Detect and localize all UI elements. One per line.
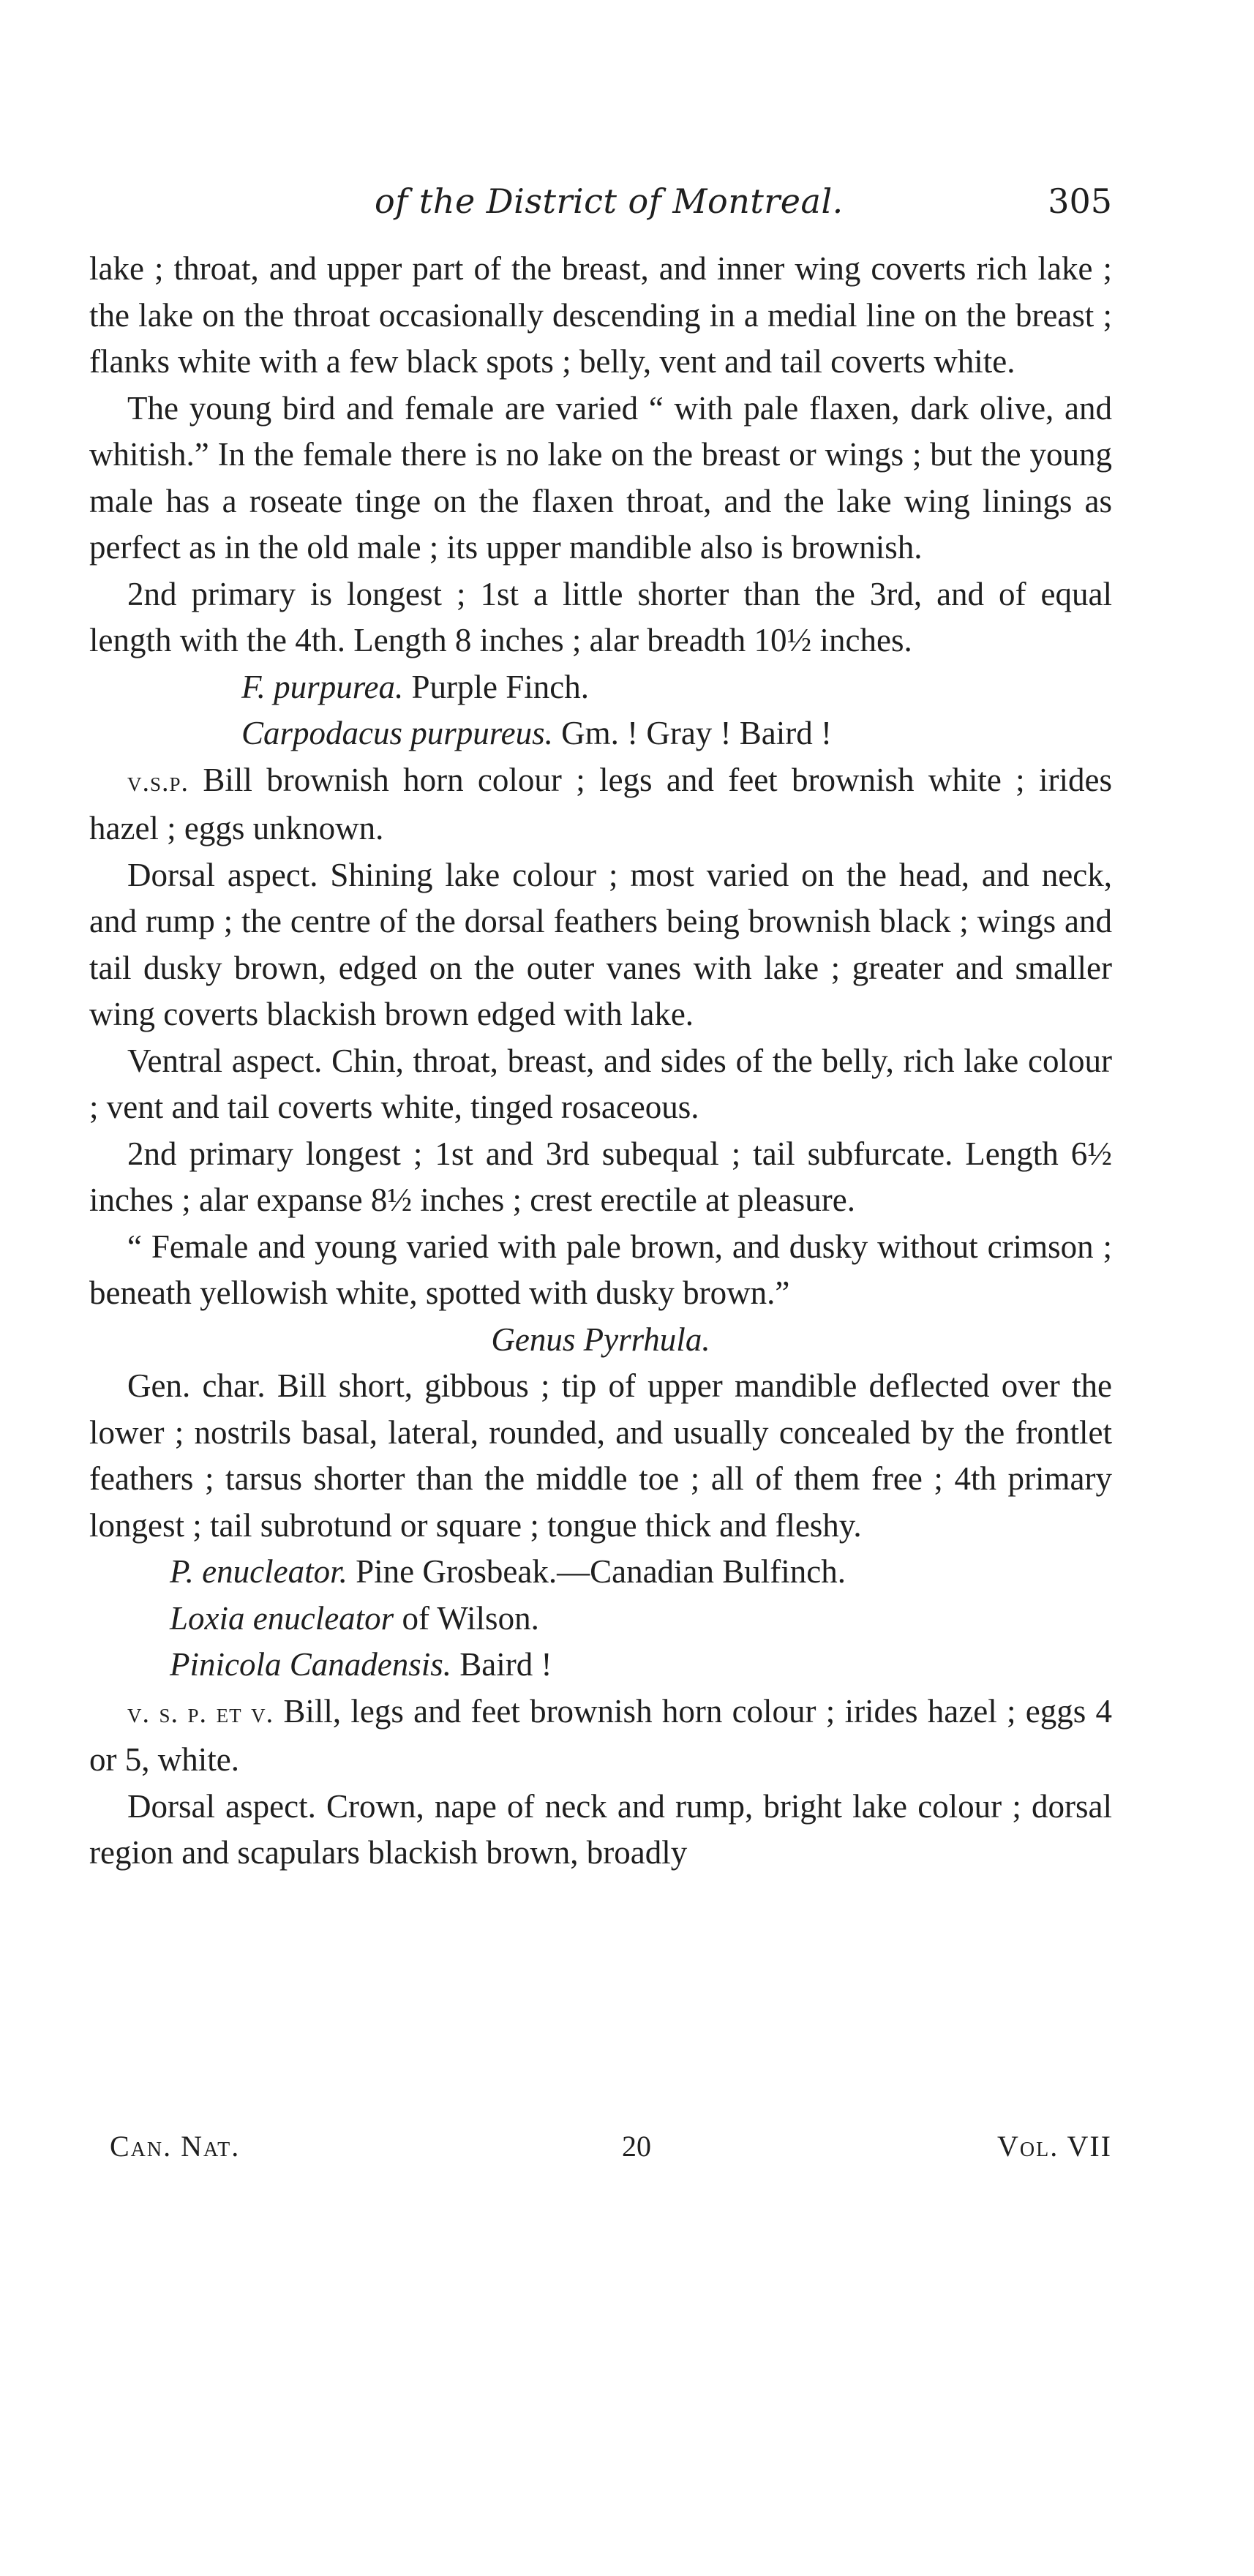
- page-footer: [110, 2129, 1112, 2173]
- body-text: [89, 246, 1112, 1877]
- common-name: Pine Grosbeak.—Canadian Bulfinch.: [356, 1553, 846, 1590]
- common-name: Purple Finch.: [411, 668, 590, 705]
- species-name: Carpodacus purpureus.: [241, 715, 553, 751]
- paragraph-continued: lake ; throat, and upper part of the breast, and inner wing coverts rich lake ; the lake on the throat occasionally descending in a medial line on the breast ; flanks white with a few black spots ; belly, vent and tail coverts white.: [89, 250, 1112, 380]
- paragraph-vspv: [89, 1689, 1112, 1784]
- synonym-line: [89, 1596, 1112, 1642]
- vsp-label: v. s. p. et v.: [127, 1697, 274, 1729]
- vsp-text: Bill brownish horn colour ; legs and feet brownish white ; irides hazel ; eggs unknown.: [89, 761, 1113, 846]
- authority: Gm. ! Gray ! Baird !: [561, 715, 832, 751]
- paragraph-primary-length: 2nd primary is longest ; 1st a little shorter than the 3rd, and of equal length with the 4th. Length 8 inches ; alar breadth 10½ inches.: [89, 575, 1112, 658]
- synonym-line: [89, 664, 1112, 711]
- paragraph-dorsal: Dorsal aspect. Shining lake colour ; most varied on the head, and neck, and rump ; the centre of the dorsal feathers being brownish black ; wings and tail dusky brown, edged on the outer vanes with lake ; greater and smaller wing coverts blackish brown edged with lake.: [89, 856, 1112, 1032]
- vsp-label: v.s.p.: [127, 766, 189, 797]
- journal-signature: Can. Nat.: [110, 2130, 241, 2163]
- authority: Baird !: [459, 1646, 552, 1683]
- paragraph-young-bird: The young bird and female are varied “ with pale flaxen, dark olive, and whitish.” In the female there is no lake on the breast or wings ; but the young male has a roseate tinge on the flaxen throat, and the lake wing linings as perfect as in the old male ; its upper mandible also is brownish.: [89, 389, 1112, 566]
- synonym-line: [89, 1549, 1112, 1596]
- page-header: [89, 181, 1112, 233]
- authority: of Wilson.: [402, 1599, 539, 1637]
- paragraph-vsp: [89, 757, 1112, 852]
- signature-number: 20: [622, 2130, 651, 2163]
- running-title: of the District of Montreal.: [375, 181, 844, 221]
- page-number: 305: [1048, 181, 1112, 221]
- species-name: P. enucleator.: [170, 1553, 348, 1590]
- paragraph-genus-char: Gen. char. Bill short, gibbous ; tip of upper mandible deflected over the lower ; nostrils basal, lateral, rounded, and usually concealed by the frontlet feathers ; tarsus shorter than the middle toe ; all of them free ; 4th primary longest ; tail subrotund or square ; tongue thick and fleshy.: [89, 1367, 1112, 1544]
- species-name: F. purpurea.: [241, 668, 404, 705]
- volume-label: Vol. VII: [996, 2130, 1112, 2163]
- species-name: Pinicola Canadensis.: [170, 1646, 451, 1683]
- synonym-line: [89, 710, 1112, 757]
- paragraph-dorsal-2: Dorsal aspect. Crown, nape of neck and rump, bright lake colour ; dorsal region and scapulars blackish brown, broadly: [89, 1787, 1112, 1871]
- species-name: Loxia enucleator: [170, 1599, 394, 1637]
- paragraph-quote: “ Female and young varied with pale brown, and dusky without crimson ; beneath yellowish white, spotted with dusky brown.”: [89, 1228, 1112, 1311]
- genus-heading: Genus Pyrrhula.: [491, 1321, 710, 1358]
- vsp-text: Bill, legs and feet brownish horn colour ; irides hazel ; eggs 4 or 5, white.: [89, 1692, 1113, 1778]
- paragraph-ventral: Ventral aspect. Chin, throat, breast, and sides of the belly, rich lake colour ; vent and tail coverts white, tinged rosaceous.: [89, 1042, 1112, 1125]
- paragraph-measurements: 2nd primary longest ; 1st and 3rd subequal ; tail subfurcate. Length 6½ inches ; alar expanse 8½ inches ; crest erectile at pleasure.: [89, 1135, 1112, 1218]
- synonym-line: [89, 1642, 1112, 1689]
